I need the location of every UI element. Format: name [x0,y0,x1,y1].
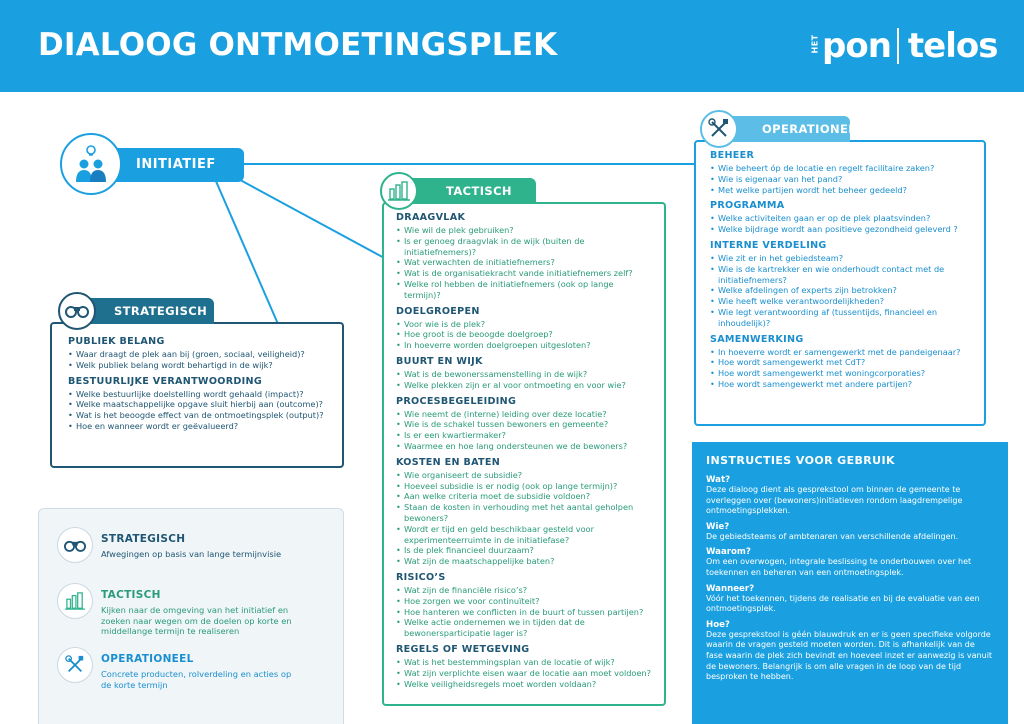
question-item: • In hoeverre wordt er samengewerkt met de pandeigenaar? [710,347,970,358]
question-item: • Hoe wordt samengewerkt met woningcorporaties? [710,368,970,379]
binoculars-icon [57,527,93,563]
people-lightbulb-icon [60,133,122,195]
instructie-answer: Deze gesprekstool is géén blauwdruk en er is geen specifieke volgorde waarin de vragen gesteld moeten worden. Dit is afhankelijk van de fase waarin de plek zich bevindt en hoeveel inzet er aanwezig is vanuit de bewoners. Belangrijk is om alle vragen in de loop van de tijd besproken te hebben. [706,629,993,682]
question-item: • Welke afdelingen of experts zijn betrokken? [710,285,970,296]
question-item: • Wie beheert óp de locatie en regelt facilitaire zaken? [710,163,970,174]
question-item: • Wie is de schakel tussen bewoners en gemeente? [396,419,652,430]
section-heading: RISICO’S [396,571,446,583]
instructie-answer: Om een overwogen, integrale beslissing te onderbouwen over het toekennen en beheren van een ontmoetingsplek. [706,557,972,577]
question-item: • Welke plekken zijn er al voor ontmoeting en voor wie? [396,380,652,391]
legend-desc: Afwegingen op basis van lange termijnvisie [101,549,282,559]
section-heading: PROGRAMMA [710,200,785,212]
question-item: • Hoeveel subsidie is er nodig (ook op lange termijn)? [396,481,652,492]
question-item: • Hoe groot is de beoogde doelgroep? [396,329,652,340]
question-item: • Hoe en wanneer wordt er geëvalueerd? [68,421,326,432]
instructies-title: INSTRUCTIES VOOR GEBRUIK [706,454,895,467]
question-item: • Wie is eigenaar van het pand? [710,174,970,185]
instructie-answer: Deze dialoog dient als gesprekstool om binnen de gemeente te overleggen over (bewoners)initiatieven rondom laagdrempelige ontmoetingsplekken. [706,485,963,516]
question-item: • Welke actie ondernemen we in tijden dat de bewonersparticipatie lager is? [396,617,652,639]
question-item: • Hoe hanteren we conflicten in de buurt of tussen partijen? [396,607,652,618]
section-heading: PUBLIEK BELANG [68,336,165,347]
section-heading: BUURT EN WIJK [396,355,483,367]
section-heading: PROCESBEGELEIDING [396,395,517,407]
instructies-body [706,475,994,683]
operationeel-panel [694,140,986,426]
question-item: • Welke bijdrage wordt aan positieve gezondheid geleverd ? [710,224,970,235]
legend-title: STRATEGISCH [101,533,186,545]
question-item: • Waarmee en hoe lang ondersteunen we de bewoners? [396,441,652,452]
instructie-question: Wanneer? [706,583,755,594]
question-item: • Wie wil de plek gebruiken? [396,225,652,236]
tactisch-panel [382,202,666,706]
section-heading: BESTUURLIJKE VERANTWOORDING [68,375,263,387]
section-heading: INTERNE VERDELING [710,239,827,251]
question-item: • In hoeverre worden doelgroepen uitgesloten? [396,340,652,351]
question-item: • Is er genoeg draagvlak in de wijk (buiten de initiatiefnemers)? [396,236,652,258]
question-item: • Welke bestuurlijke doelstelling wordt gehaald (impact)? [68,389,326,400]
question-item: • Welke maatschappelijke opgave sluit hierbij aan (outcome)? [68,399,326,410]
question-item: • Wat is de bewonerssamenstelling in de wijk? [396,369,652,380]
question-item: • Wie neemt de (interne) leiding over deze locatie? [396,409,652,420]
question-item: • Wie legt verantwoording af (tussentijds, financieel en inhoudelijk)? [710,307,970,329]
question-item: • Wat zijn de maatschappelijke baten? [396,556,652,567]
page-title: DIALOOG ONTMOETINGSPLEK [38,27,558,63]
question-item: • Wie is de kartrekker en wie onderhoudt contact met de initiatiefnemers? [710,264,970,286]
city-chart-icon [380,172,418,210]
section-heading: DOELGROEPEN [396,305,480,317]
legend-panel [38,508,344,724]
question-item: • Wat zijn de financiële risico’s? [396,585,652,596]
instructies-panel [692,442,1008,724]
question-item: • Wordt er tijd en geld beschikbaar gesteld voor experimenteerruimte in de initiatiefase? [396,524,652,546]
city-chart-icon [57,583,93,619]
logo-telos: telos [907,26,998,66]
strategisch-body [68,336,326,432]
instructie-answer: De gebiedsteams of ambtenaren van verschillende afdelingen. [706,531,959,541]
question-item: • Welke rol hebben de initiatiefnemers (ook op lange termijn)? [396,279,652,301]
logo-het: HET [810,33,820,53]
question-item: • Wie zit er in het gebiedsteam? [710,253,970,264]
question-item: • Waar draagt de plek aan bij (groen, sociaal, veiligheid)? [68,349,326,360]
binoculars-icon [58,292,96,330]
strategisch-panel [50,322,344,468]
question-item: • Wat is de organisatiekracht vande initiatiefnemers zelf? [396,268,652,279]
instructie-question: Waarom? [706,547,751,558]
question-item: • Welke activiteiten gaan er op de plek plaatsvinden? [710,213,970,224]
section-heading: BEHEER [710,150,755,161]
legend-desc: Kijken naar de omgeving van het initiatief en zoeken naar wegen om de doelen op korte en middellange termijn te realiseren [101,605,292,637]
tactisch-body [396,212,652,689]
instructie-question: Wat? [706,475,731,485]
section-heading: DRAAGVLAK [396,212,466,223]
question-item: • Wie heeft welke verantwoordelijkheden? [710,296,970,307]
question-item: • Wat is het beoogde effect van de ontmoetingsplek (output)? [68,410,326,421]
question-item: • Aan welke criteria moet de subsidie voldoen? [396,491,652,502]
question-item: • Is er een kwartiermaker? [396,430,652,441]
question-item: • Wat is het bestemmingsplan van de locatie of wijk? [396,657,652,668]
tools-icon [57,647,93,683]
question-item: • Wie organiseert de subsidie? [396,470,652,481]
question-item: • Staan de kosten in verhouding met het aantal geholpen bewoners? [396,502,652,524]
legend-title: OPERATIONEEL [101,653,194,665]
question-item: • Welk publiek belang wordt behartigd in de wijk? [68,360,326,371]
tools-icon [700,110,738,148]
question-item: • Hoe wordt samengewerkt met CdT? [710,357,970,368]
strategisch-tab-label: STRATEGISCH [114,304,208,318]
section-heading: KOSTEN EN BATEN [396,456,501,468]
legend-title: TACTISCH [101,589,161,601]
question-item: • Wat verwachten de initiatiefnemers? [396,257,652,268]
section-heading: REGELS OF WETGEVING [396,643,530,655]
instructie-question: Hoe? [706,619,730,630]
logo-pon: pon [822,26,891,66]
question-item: • Wat zijn verplichte eisen waar de locatie aan moet voldoen? [396,668,652,679]
question-item: • Hoe wordt samengewerkt met andere partijen? [710,379,970,390]
operationeel-body [710,150,970,390]
instructie-question: Wie? [706,521,730,532]
tactisch-tab [402,178,536,204]
question-item: • Is de plek financieel duurzaam? [396,545,652,556]
question-item: • Met welke partijen wordt het beheer gedeeld? [710,185,970,196]
question-item: • Voor wie is de plek? [396,319,652,330]
operationeel-tab-label: OPERATIONEEL [762,122,865,136]
legend-desc: Concrete producten, rolverdeling en acties op de korte termijn [101,669,292,690]
tactisch-tab-label: TACTISCH [446,184,512,198]
question-item: • Hoe zorgen we voor continuïteit? [396,596,652,607]
initiatief-label: INITIATIEF [136,157,216,172]
instructie-answer: Vóór het toekennen, tijdens de realisatie en bij de evaluatie van een ontmoetingsplek. [706,593,980,614]
section-heading: SAMENWERKING [710,333,804,345]
question-item: • Welke veiligheidsregels moet worden voldaan? [396,679,652,690]
